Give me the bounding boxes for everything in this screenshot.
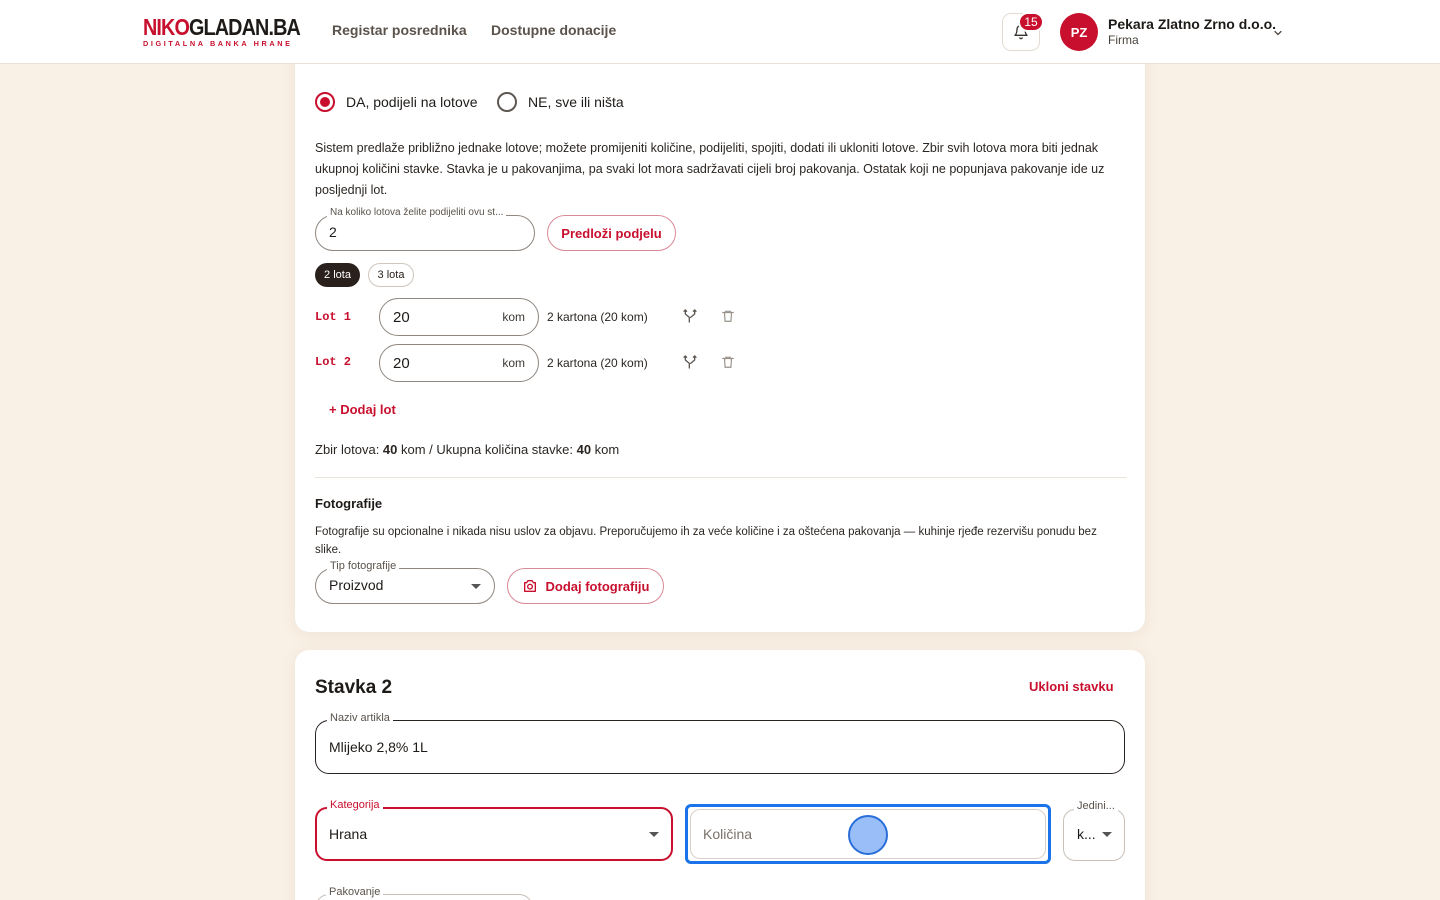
unit-value: k... bbox=[1077, 826, 1096, 842]
caret-down-icon bbox=[1102, 832, 1112, 837]
sum-lots-total: 40 bbox=[382, 442, 398, 457]
photos-title: Fotografije bbox=[315, 496, 383, 511]
lots-sum-text bbox=[315, 442, 619, 457]
lot-1-unit: kom bbox=[502, 310, 525, 324]
unit-label: Jedini... bbox=[1074, 800, 1118, 812]
split-no-label[interactable]: NE, sve ili ništa bbox=[528, 94, 624, 110]
logo-part2: GLADAN.BA bbox=[189, 14, 300, 40]
add-photo-label: Dodaj fotografiju bbox=[545, 578, 650, 594]
delete-lot-icon[interactable] bbox=[718, 306, 738, 326]
packaging-label: Pakovanje bbox=[326, 886, 383, 898]
preset-3-lots[interactable]: 3 lota bbox=[368, 263, 414, 287]
split-lot-icon[interactable] bbox=[680, 352, 700, 372]
split-yes-radio[interactable] bbox=[315, 92, 335, 112]
sum-item-total: 40 bbox=[576, 442, 592, 457]
user-name[interactable]: Pekara Zlatno Zrno d.o.o. bbox=[1108, 16, 1277, 32]
item-2-card bbox=[295, 650, 1145, 900]
category-select[interactable] bbox=[315, 799, 673, 861]
camera-icon bbox=[522, 578, 538, 594]
item-name-value: Mlijeko 2,8% 1L bbox=[329, 739, 428, 755]
logo-tagline: DIGITALNA BANKA HRANE bbox=[143, 39, 293, 48]
item-1-card bbox=[295, 40, 1145, 632]
preset-2-lots[interactable]: 2 lota bbox=[315, 263, 360, 287]
add-lot-button[interactable]: + Dodaj lot bbox=[329, 402, 396, 417]
lot-count-label: Na koliko lotova želite podijeliti ovu st... bbox=[327, 207, 506, 218]
split-description: Sistem predlaže približno jednake lotove; možete promijeniti količine, podijeliti, spojiti, dodati ili ukloniti lotove. Zbir svih lotova mora biti jednak ukupnoj količini stavke. Stavka je u pakovanjima, pa svaki lot mora sadržavati cijeli broj pakovanja. Ostatak koji ne popunjava pakovanje ide uz posljednji lot. bbox=[315, 141, 1105, 197]
top-header bbox=[0, 0, 1440, 64]
nav-registar-posrednika[interactable]: Registar posrednika bbox=[332, 22, 467, 38]
quantity-field[interactable] bbox=[685, 804, 1051, 864]
delete-lot-icon[interactable] bbox=[718, 352, 738, 372]
category-label: Kategorija bbox=[327, 799, 383, 811]
lot-1-quantity-field[interactable] bbox=[379, 298, 539, 336]
logo[interactable] bbox=[143, 14, 300, 48]
photo-type-value: Proizvod bbox=[329, 577, 384, 593]
nav-dostupne-donacije[interactable]: Dostupne donacije bbox=[491, 22, 617, 38]
remove-item-button[interactable]: Ukloni stavku bbox=[1029, 679, 1114, 694]
lot-1-value: 20 bbox=[393, 309, 410, 326]
lot-count-field[interactable] bbox=[315, 207, 535, 251]
photo-type-select[interactable] bbox=[315, 560, 495, 604]
suggest-split-label: Predloži podjelu bbox=[561, 225, 662, 241]
item-name-field[interactable] bbox=[315, 712, 1125, 774]
packaging-select[interactable] bbox=[315, 886, 533, 900]
lot-1-info: 2 kartona (20 kom) bbox=[547, 310, 648, 324]
item-2-title: Stavka 2 bbox=[315, 677, 393, 698]
item-name-label: Naziv artikla bbox=[327, 712, 393, 724]
unit-select[interactable] bbox=[1063, 800, 1125, 861]
photos-description: Fotografije su opcionalne i nikada nisu uslov za objavu. Preporučujemo ih za veće količine i za oštećena pakovanja — kuhinje rjeđe rezervišu ponudu bez slike. bbox=[315, 526, 1097, 556]
lot-2-quantity-field[interactable] bbox=[379, 344, 539, 382]
lot-count-value: 2 bbox=[329, 224, 337, 240]
caret-down-icon bbox=[649, 832, 659, 837]
user-role: Firma bbox=[1108, 33, 1139, 47]
lot-2-info: 2 kartona (20 kom) bbox=[547, 356, 648, 370]
lot-2-label: Lot 2 bbox=[315, 355, 352, 369]
lot-2-value: 20 bbox=[393, 355, 410, 372]
split-yes-label[interactable]: DA, podijeli na lotove bbox=[346, 94, 478, 110]
cursor-indicator bbox=[848, 815, 888, 855]
chevron-down-icon[interactable] bbox=[1272, 26, 1284, 44]
quantity-placeholder: Količina bbox=[703, 826, 753, 842]
split-lot-icon[interactable] bbox=[680, 306, 700, 326]
sum-prefix: Zbir lotova: bbox=[315, 442, 383, 457]
avatar[interactable]: PZ bbox=[1060, 13, 1098, 51]
lot-2-unit: kom bbox=[502, 356, 525, 370]
photo-type-label: Tip fotografije bbox=[327, 560, 399, 572]
section-divider bbox=[315, 477, 1127, 478]
sum-mid: kom / Ukupna količina stavke: bbox=[397, 442, 577, 457]
notification-count-badge: 15 bbox=[1018, 12, 1044, 32]
caret-down-icon bbox=[471, 584, 481, 589]
lot-1-label: Lot 1 bbox=[315, 310, 352, 324]
suggest-split-button[interactable] bbox=[547, 215, 676, 251]
add-photo-button[interactable] bbox=[507, 568, 664, 604]
split-no-radio[interactable] bbox=[497, 92, 517, 112]
logo-part1: NIKO bbox=[143, 14, 190, 40]
category-value: Hrana bbox=[329, 826, 368, 842]
sum-suffix: kom bbox=[591, 442, 620, 457]
